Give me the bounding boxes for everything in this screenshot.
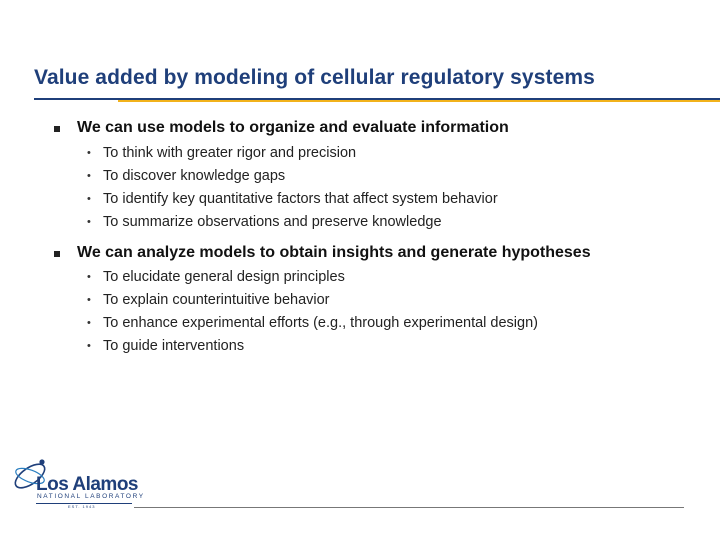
logo-subtitle: NATIONAL LABORATORY (37, 493, 145, 500)
title-rule-gold (118, 100, 720, 102)
square-bullet-icon (54, 251, 60, 257)
section-heading: We can use models to organize and evaluate information (77, 119, 509, 136)
list-item: To identify key quantitative factors that affect system behavior (103, 191, 498, 207)
dot-bullet-icon: • (87, 170, 91, 182)
dot-bullet-icon: • (87, 317, 91, 329)
slide-title: Value added by modeling of cellular regulatory systems (34, 66, 595, 89)
list-item: To explain counterintuitive behavior (103, 292, 330, 308)
logo-established: EST. 1943 (68, 504, 96, 509)
section-heading: We can analyze models to obtain insights and generate hypotheses (77, 244, 591, 261)
list-item: To summarize observations and preserve knowledge (103, 214, 442, 230)
logo-wordmark: Los Alamos (36, 474, 138, 495)
dot-bullet-icon: • (87, 147, 91, 159)
footer-rule (134, 507, 684, 508)
square-bullet-icon (54, 126, 60, 132)
dot-bullet-icon: • (87, 271, 91, 283)
list-item: To guide interventions (103, 338, 245, 354)
dot-bullet-icon: • (87, 294, 91, 306)
list-item: To enhance experimental efforts (e.g., through experimental design) (103, 315, 538, 331)
list-item: To think with greater rigor and precision (103, 145, 357, 161)
list-item: To elucidate general design principles (103, 269, 345, 285)
dot-bullet-icon: • (87, 193, 91, 205)
dot-bullet-icon: • (87, 340, 91, 352)
list-item: To discover knowledge gaps (103, 168, 286, 184)
los-alamos-logo (10, 452, 145, 512)
dot-bullet-icon: • (87, 216, 91, 228)
